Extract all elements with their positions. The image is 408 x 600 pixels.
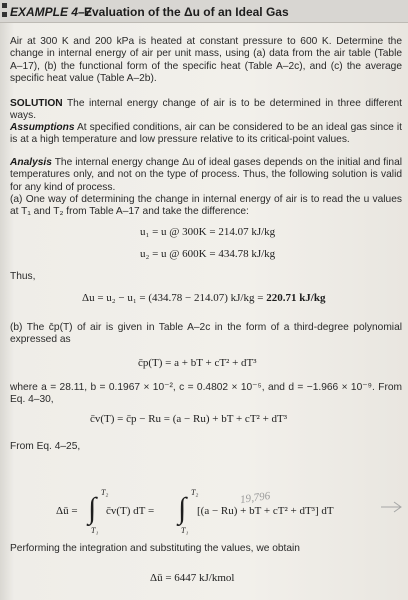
equation-cv: c̄v(T) = c̄p − Ru = (a − Ru) + bT + cT² + dT³ bbox=[90, 413, 288, 425]
equation-cp: c̄p(T) = a + bT + cT² + dT³ bbox=[138, 357, 257, 369]
equation-u1: u₁ = u @ 300K = 214.07 kJ/kg bbox=[140, 226, 276, 238]
integral-lower-limit-1: T₁ bbox=[91, 526, 99, 535]
thus-label: Thus, bbox=[10, 271, 36, 282]
equation-final: Δū = 6447 kJ/kmol bbox=[150, 572, 235, 584]
assumptions-paragraph bbox=[10, 122, 402, 147]
integral-upper-limit-1: T₂ bbox=[101, 488, 109, 497]
assumptions-heading: Assumptions bbox=[10, 122, 75, 133]
example-header bbox=[0, 0, 408, 23]
from-eq-label: From Eq. 4–25, bbox=[10, 441, 81, 452]
integral-lhs: Δū = bbox=[56, 505, 78, 517]
solution-text: The internal energy change of air is to be determined in three different ways. bbox=[10, 98, 402, 122]
part-a-text: (a) One way of determining the change in internal energy of air is to read the u values at T₁ and T₂ from Table A–17 and take the difference: bbox=[10, 194, 402, 218]
delta-u-result: 220.71 kJ/kg bbox=[266, 292, 326, 304]
assumptions-text: At specified conditions, air can be considered to be an ideal gas since it is at a high temperature and low pressure relative to its critical-point values. bbox=[10, 122, 402, 146]
integral-sign-1: ∫ bbox=[88, 492, 97, 525]
problem-statement: Air at 300 K and 200 kPa is heated at constant pressure to 600 K. Determine the change in internal energy of air per unit mass, using (a) data from the air table (Table A–17), (b) the functional form of the specific heat (Table A–2c), and (c) the average specific heat value (Table A–2b). bbox=[10, 36, 402, 84]
integral-lower-limit-2: T₁ bbox=[181, 526, 189, 535]
equation-delta-u bbox=[82, 292, 325, 304]
integral-upper-limit-2: T₂ bbox=[191, 488, 199, 497]
header-bullet bbox=[2, 12, 7, 17]
constants-text: where a = 28.11, b = 0.1967 × 10⁻², c = 0.4802 × 10⁻⁵, and d = −1.966 × 10⁻⁹. From Eq. 4–30, bbox=[10, 382, 402, 406]
solution-heading: SOLUTION bbox=[10, 98, 63, 109]
pencil-arrow-icon bbox=[380, 500, 404, 514]
pencil-annotation: 19,796 bbox=[239, 489, 271, 507]
integral-sign-2: ∫ bbox=[178, 492, 187, 525]
analysis-heading: Analysis bbox=[10, 157, 52, 168]
solution-paragraph bbox=[10, 98, 402, 123]
equation-u2: u₂ = u @ 600K = 434.78 kJ/kg bbox=[140, 248, 276, 260]
integral-rhs: [(a − Ru) + bT + cT² + dT³] dT bbox=[197, 505, 334, 517]
delta-u-expression: Δu = u₂ − u₁ = (434.78 − 214.07) kJ/kg = bbox=[82, 292, 267, 304]
analysis-text: The internal energy change Δu of ideal gases depends on the initial and final temperatures only, and not on the type of process. Thus, the following solution is valid for any kind of process. bbox=[10, 157, 402, 193]
example-title: Evaluation of the Δu of an Ideal Gas bbox=[84, 5, 289, 19]
performing-text: Performing the integration and substituting the values, we obtain bbox=[10, 543, 300, 554]
part-b-text: (b) The c̄p(T) of air is given in Table A–2c in the form of a third-degree polynomial expressed as bbox=[10, 322, 402, 346]
header-bullet bbox=[2, 3, 7, 8]
analysis-paragraph bbox=[10, 157, 402, 194]
integral-middle: c̄v(T) dT = bbox=[106, 505, 155, 517]
example-label: EXAMPLE 4–7 bbox=[10, 5, 92, 19]
